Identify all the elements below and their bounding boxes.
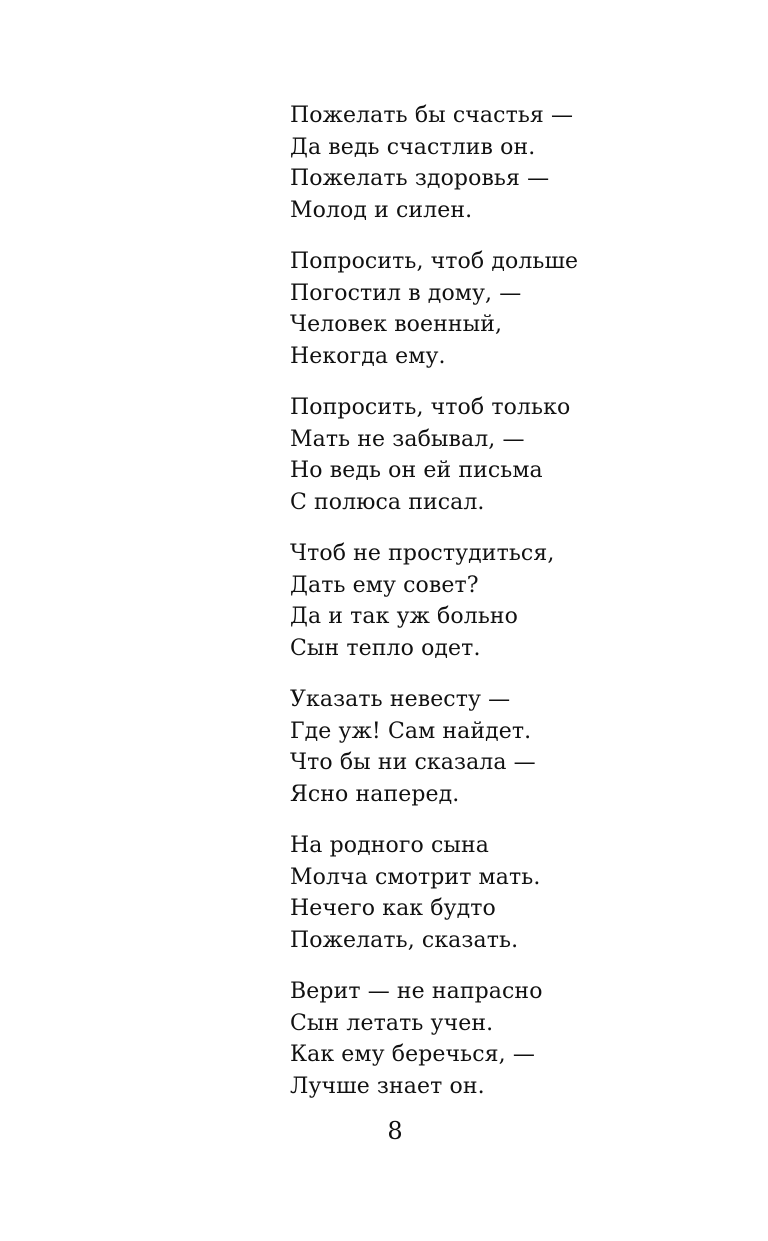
poem-line: Ясно наперед. <box>290 781 460 807</box>
poem-line: Чтоб не простудиться, <box>290 541 555 566</box>
poem-line: Попросить, чтоб только <box>290 395 571 420</box>
poem-line: Где уж! Сам найдет. <box>290 718 532 744</box>
poem-line: Молод и силен. <box>290 197 473 223</box>
poem-line: Нечего как будто <box>290 896 496 921</box>
poem-line: Да и так уж больно <box>290 604 519 629</box>
stanza-6 <box>290 830 730 956</box>
stanza-7 <box>290 976 730 1102</box>
poem-line: Мать не забывал, — <box>290 426 525 452</box>
stanza-1 <box>290 100 730 226</box>
poem-line: Некогда ему. <box>290 343 446 369</box>
poem-line: Погостил в дому, — <box>290 280 522 306</box>
stanza-2 <box>290 246 730 372</box>
poem-line: Сын тепло одет. <box>290 635 481 661</box>
poem-line: Дать ему совет? <box>290 572 479 598</box>
poem-line: Да ведь счастлив он. <box>290 134 536 160</box>
poem-line: Пожелать, сказать. <box>290 927 519 953</box>
page-number: 8 <box>387 1117 403 1145</box>
poem-line: Попросить, чтоб дольше <box>290 249 579 274</box>
poem-line: Верит — не напрасно <box>290 979 543 1004</box>
poem-line: Но ведь он ей письма <box>290 458 543 483</box>
poem-line: Молча смотрит мать. <box>290 864 541 890</box>
poem-line: Человек военный, <box>290 312 503 337</box>
poem-line: С полюса писал. <box>290 489 485 515</box>
stanza-5 <box>290 684 730 810</box>
poem-line: Лучше знает он. <box>290 1073 485 1099</box>
stanza-4 <box>290 538 730 664</box>
poem <box>290 100 730 1122</box>
poem-line: Указать невесту — <box>290 687 511 712</box>
poem-line: Пожелать здоровья — <box>290 166 550 191</box>
poem-line: Как ему беречься, — <box>290 1042 535 1067</box>
poem-line: Пожелать бы счастья — <box>290 103 574 128</box>
poem-line: На родного сына <box>290 833 489 858</box>
poem-line: Сын летать учен. <box>290 1010 494 1036</box>
stanza-3 <box>290 392 730 518</box>
poem-line: Что бы ни сказала — <box>290 750 536 775</box>
